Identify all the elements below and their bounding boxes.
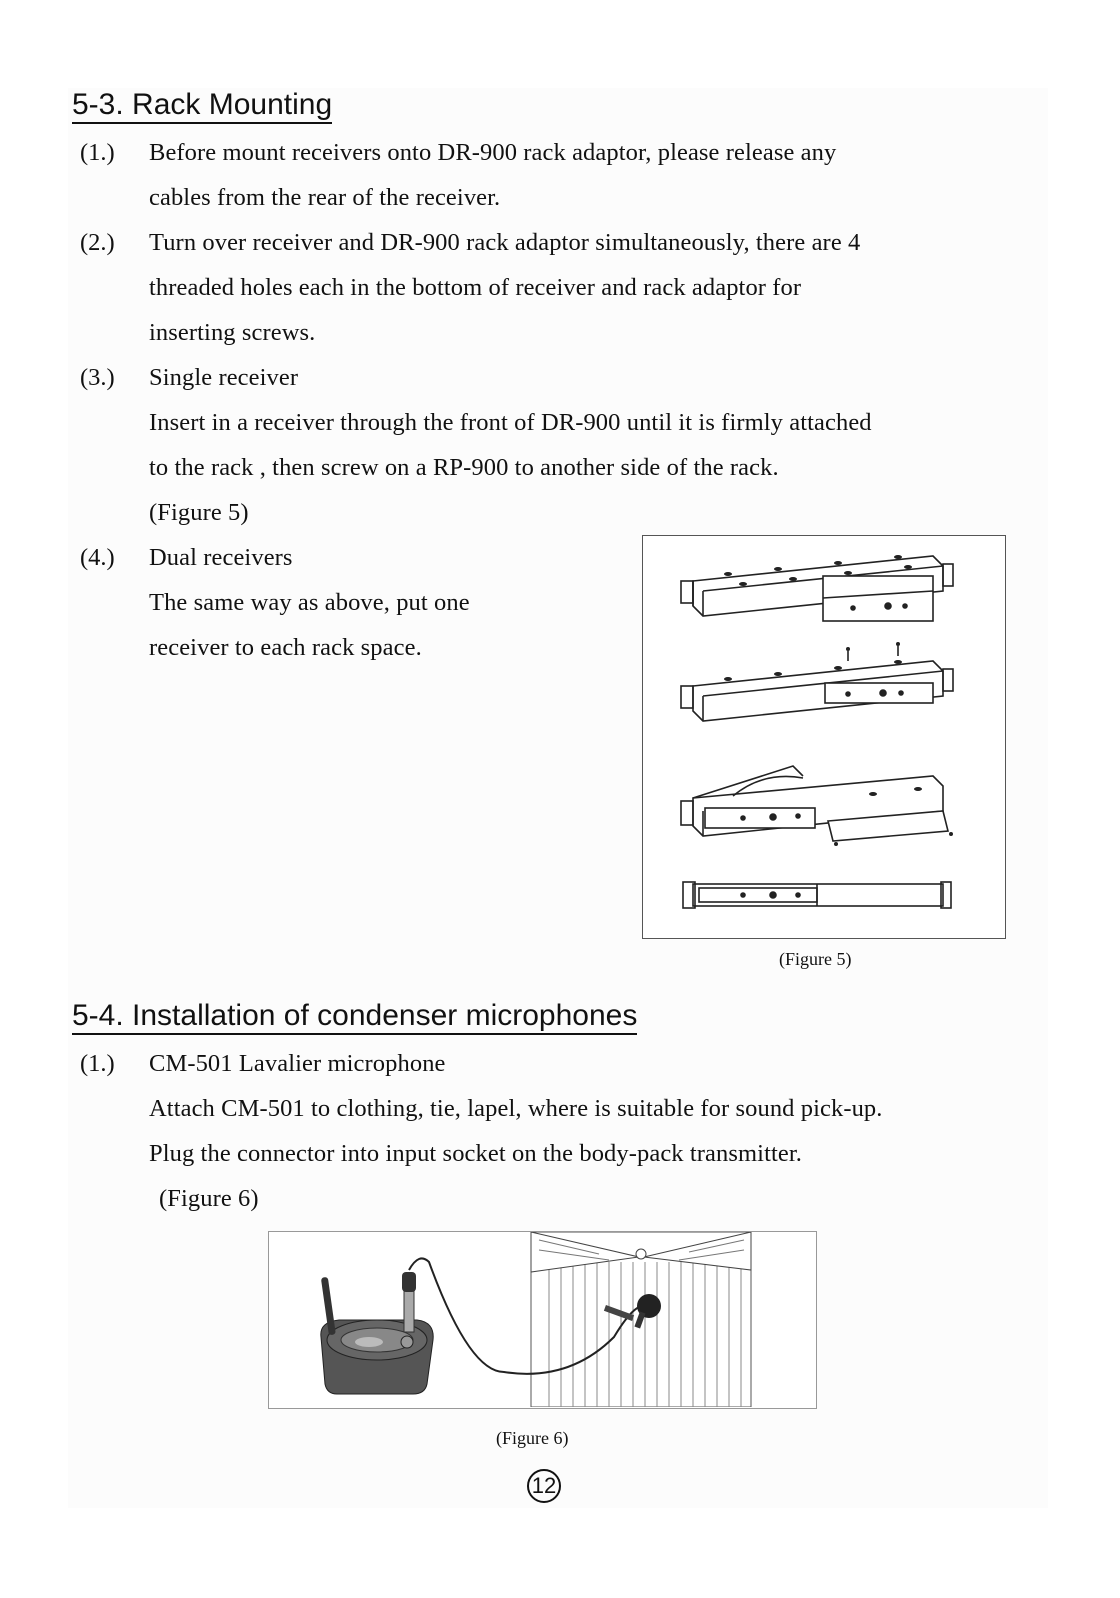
item-text: Insert in a receiver through the front of DR-900 until it is firmly attached	[149, 409, 872, 436]
item-text: threaded holes each in the bottom of receiver and rack adaptor for	[149, 274, 802, 301]
item-text: receiver to each rack space.	[149, 634, 422, 661]
lavalier-drawing	[269, 1232, 815, 1407]
item-text: CM-501 Lavalier microphone	[149, 1050, 446, 1077]
item-text: Turn over receiver and DR-900 rack adaptor simultaneously, there are 4	[149, 229, 861, 256]
item-number: (3.)	[80, 364, 115, 391]
item-text: Plug the connector into input socket on the body-pack transmitter.	[149, 1140, 802, 1167]
figure-5-caption: (Figure 5)	[779, 949, 852, 969]
item-text: The same way as above, put one	[149, 589, 470, 616]
rack-drawing	[643, 536, 1004, 937]
item-text: Attach CM-501 to clothing, tie, lapel, where is suitable for sound pick-up.	[149, 1095, 883, 1122]
item-number: (1.)	[80, 1050, 115, 1077]
item-text: inserting screws.	[149, 319, 316, 346]
item-text: Before mount receivers onto DR-900 rack adaptor, please release any	[149, 139, 837, 166]
figure-5-rack-illustration	[642, 535, 1006, 939]
item-text: Single receiver	[149, 364, 299, 391]
item-number: (2.)	[80, 229, 115, 256]
page-number: 12	[527, 1469, 561, 1503]
item-text: cables from the rear of the receiver.	[149, 184, 501, 211]
section-heading-rack-mounting: 5-3. Rack Mounting	[72, 88, 332, 124]
item-text: (Figure 5)	[149, 499, 249, 526]
item-text: Dual receivers	[149, 544, 293, 571]
item-text: (Figure 6)	[159, 1185, 259, 1212]
item-number: (4.)	[80, 544, 115, 571]
section-heading-condenser-microphones: 5-4. Installation of condenser microphones	[72, 999, 637, 1035]
figure-6-caption: (Figure 6)	[496, 1428, 569, 1448]
item-number: (1.)	[80, 139, 115, 166]
item-text: to the rack , then screw on a RP-900 to another side of the rack.	[149, 454, 779, 481]
figure-6-lavalier-illustration	[268, 1231, 817, 1409]
